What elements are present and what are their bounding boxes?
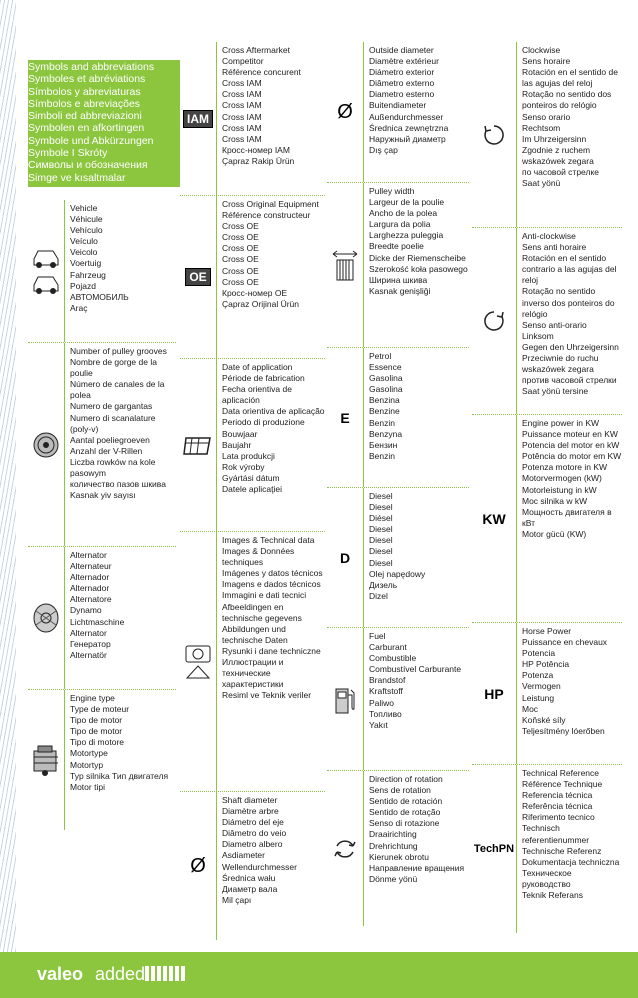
text-line: Koňské síly xyxy=(522,714,566,725)
text-line: Type de moteur xyxy=(70,704,130,715)
text-line: Benzina xyxy=(369,395,400,406)
text-line: Ancho de la polea xyxy=(369,208,438,219)
text-line: Alternator xyxy=(70,627,107,638)
petrol-code xyxy=(327,348,363,487)
text-line: Cross OE xyxy=(222,276,259,287)
alternator-row xyxy=(28,547,176,690)
text-line: Number of pulley grooves xyxy=(70,346,167,356)
text-line: Rysunki i dane techniczne xyxy=(222,645,321,656)
legend-line: Símbolos e abreviações xyxy=(28,97,141,110)
text-line: Liczba rowków na kole pasowym xyxy=(70,456,156,479)
text-line: Rechtsom xyxy=(522,122,561,133)
oe-code xyxy=(180,196,216,358)
date-of-application-row xyxy=(180,359,325,532)
kw-label: KW xyxy=(482,510,506,527)
text-line: Brandstof xyxy=(369,675,406,686)
text-line: Außendurchmesser xyxy=(369,111,444,122)
text-line: Potencia del motor en kW xyxy=(522,440,620,451)
diameter-label: Ø xyxy=(190,854,206,877)
text-line: Mil çapı xyxy=(222,894,252,905)
hp-label: HP xyxy=(484,685,504,702)
legend-line: Simboli ed abbreviazioni xyxy=(28,110,142,123)
text-line: АВТОМОБИЛЬ xyxy=(70,291,129,302)
text-line: Diâmetro externo xyxy=(369,78,435,89)
text-line: Gyártási dátum xyxy=(222,472,280,483)
text-line: Date of application xyxy=(222,362,293,372)
text-line: Images & Technical data xyxy=(222,535,315,545)
engine-type-translations xyxy=(64,690,176,830)
diesel-translations xyxy=(363,488,469,627)
text-line: Benzyna xyxy=(369,428,403,439)
text-line: Diámetro exterior xyxy=(369,67,435,78)
shaft-diameter-row xyxy=(180,792,325,940)
text-line: Diametro esterno xyxy=(369,89,435,100)
text-line: Technische Referenz xyxy=(522,845,602,856)
techpn-label: TechPN xyxy=(473,843,515,855)
text-line: Alternatör xyxy=(70,649,107,660)
text-line: против часовой стрелки xyxy=(522,375,617,386)
text-line: Diesel xyxy=(369,557,393,568)
text-line: Техническое руководство xyxy=(522,867,572,889)
text-line: Cross IAM xyxy=(222,133,262,144)
text-line: Im Uhrzeigersinn xyxy=(522,133,587,144)
text-line: Dış çap xyxy=(369,144,398,155)
text-line: Moc xyxy=(522,703,539,714)
legend-line: Símbolos y abreviaturas xyxy=(28,85,141,98)
text-line: Diamètre arbre xyxy=(222,806,279,817)
text-line: Cross OE xyxy=(222,221,259,232)
text-line: Largura da polia xyxy=(369,219,431,230)
text-line: Potenza motore in KW xyxy=(522,462,608,473)
text-line: Gegen den Uhrzeigersinn xyxy=(522,341,619,352)
horse-power-row xyxy=(472,623,622,765)
petrol-label: E xyxy=(340,409,350,426)
shaft-diameter-translations xyxy=(216,792,325,940)
legend-line: Simge ve kısaltmalar xyxy=(28,171,126,184)
vehicle-row xyxy=(28,200,176,343)
kw-code xyxy=(472,415,516,622)
anticlockwise-icon xyxy=(472,228,516,414)
legend-line: Символы и обозначения xyxy=(28,159,148,172)
engine-icon xyxy=(28,690,64,830)
text-line: Essence xyxy=(369,362,402,373)
outside-diameter-translations xyxy=(363,42,469,182)
text-line: Motor gücü (KW) xyxy=(522,528,587,539)
diesel-code xyxy=(327,488,363,627)
diameter-label: Ø xyxy=(337,100,353,123)
text-line: Kierunek obrotu xyxy=(369,851,430,862)
text-line: Sens de rotation xyxy=(369,785,431,796)
text-line: Sens horaire xyxy=(522,56,571,67)
text-line: Lata produkcji xyxy=(222,450,275,461)
text-line: Dizel xyxy=(369,590,388,601)
text-line: Kraftstoff xyxy=(369,686,403,697)
text-line: Szerokość koła pasowego xyxy=(369,263,468,274)
text-line: Moc silnika w kW xyxy=(522,495,588,506)
text-line: Abbildungen und technische Daten xyxy=(222,623,288,645)
text-line: Outside diameter xyxy=(369,45,434,55)
text-line: Referencia técnica xyxy=(522,790,593,801)
text-line: Rotação no sentido inverso dos ponteiros do relógio xyxy=(522,286,615,319)
text-line: Motortype xyxy=(70,748,108,759)
text-line: Fecha orientiva de aplicación xyxy=(222,384,292,406)
text-line: Teknik Referans xyxy=(522,890,583,901)
text-line: Дизель xyxy=(369,579,398,590)
text-line: Linksom xyxy=(522,330,554,341)
engine-power-kw-translations xyxy=(516,415,622,622)
text-line: Топливо xyxy=(369,708,402,719)
text-line: Draairichting xyxy=(369,829,417,840)
text-line: Combustível Carburante xyxy=(369,664,462,675)
diesel-label: D xyxy=(339,549,351,566)
text-line: Cross IAM xyxy=(222,78,262,89)
text-line: Motorvermogen (kW) xyxy=(522,473,602,484)
text-line: Генератор xyxy=(70,638,111,649)
text-line: Aantal poeliegroeven xyxy=(70,434,150,445)
text-line: Sens anti horaire xyxy=(522,242,587,253)
text-line: Images & Données techniques xyxy=(222,546,295,568)
fuel-row xyxy=(327,628,469,771)
text-line: Tipo de motor xyxy=(70,726,123,737)
text-line: Fahrzeug xyxy=(70,269,106,280)
text-line: Çapraz Rakip Ürün xyxy=(222,155,295,166)
clockwise-translations xyxy=(516,42,622,227)
text-line: Vermogen xyxy=(522,681,561,692)
date-of-application-translations xyxy=(216,359,325,531)
text-line: Potência do motor em KW xyxy=(522,451,622,462)
text-line: Rotación en el sentido contrario a las agujas del reloj xyxy=(522,253,617,286)
cross-oe-row xyxy=(180,196,325,359)
text-line: Kasnak yiv sayısı xyxy=(70,490,136,501)
text-line: Motor tipi xyxy=(70,781,105,792)
outside-diameter-symbol xyxy=(327,42,363,182)
text-line: Número de canales de la polea xyxy=(70,379,165,401)
text-line: Engine power in KW xyxy=(522,418,600,428)
text-line: Breedte poelie xyxy=(369,241,424,252)
text-line: Benzin xyxy=(369,450,395,461)
footer-bar xyxy=(0,952,638,998)
text-line: Kasnak genişliği xyxy=(369,285,431,296)
engine-power-kw-row xyxy=(472,415,622,623)
text-line: Periodo di produzione xyxy=(222,417,305,428)
clockwise-icon xyxy=(472,42,516,227)
petrol-translations xyxy=(363,348,469,487)
text-line: Asdiameter xyxy=(222,850,265,861)
text-line: Benzin xyxy=(369,417,395,428)
text-line: Ширина шкива xyxy=(369,274,428,285)
column-4 xyxy=(472,42,622,933)
text-line: Veículo xyxy=(70,236,98,247)
text-line: Buitendiameter xyxy=(369,100,427,111)
vehicle-translations xyxy=(64,200,176,342)
text-line: Technisch referentienummer xyxy=(522,823,590,845)
text-line: Bouwjaar xyxy=(222,428,258,439)
text-line: Veicolo xyxy=(70,247,98,258)
text-line: Nombre de gorge de la poulie xyxy=(70,357,157,379)
text-line: Rotación en el sentido de las agujas del reloj xyxy=(522,67,618,89)
text-line: Potenza xyxy=(522,670,554,681)
text-line: Datele aplicaţiei xyxy=(222,484,283,495)
text-line: Alternateur xyxy=(70,561,112,572)
oe-label: OE xyxy=(185,268,210,286)
clockwise-row xyxy=(472,42,622,228)
text-line: Gasolina xyxy=(369,384,403,395)
text-line: Dokumentacja techniczna xyxy=(522,856,620,867)
text-line: Senso di rotazione xyxy=(369,818,440,829)
text-line: Alternator xyxy=(70,550,107,560)
calendar-icon xyxy=(180,359,216,531)
hp-code xyxy=(472,623,516,764)
legend-line: Symbole und Abkürzungen xyxy=(28,134,154,147)
text-line: Immagini e dati tecnici xyxy=(222,590,307,601)
pulley-grooves-row xyxy=(28,343,176,547)
text-line: Кросс-номер IAM xyxy=(222,144,290,155)
text-line: Cross OE xyxy=(222,254,259,265)
decorative-stripes xyxy=(0,0,16,960)
text-line: Numero di scanalature (poly-v) xyxy=(70,412,156,434)
text-line: Кросс-номер OE xyxy=(222,287,288,298)
column-2 xyxy=(180,42,325,940)
fuel-translations xyxy=(363,628,469,770)
technical-reference-row xyxy=(472,765,622,933)
text-line: Наружный диаметр xyxy=(369,133,446,144)
legend-line: Symbolen en afkortingen xyxy=(28,122,145,135)
text-line: Data orientiva de aplicação xyxy=(222,406,325,417)
cross-iam-row xyxy=(180,42,325,196)
text-line: Typ silnika Тип двигателя xyxy=(70,770,169,781)
text-line: Sentido de rotação xyxy=(369,807,441,818)
text-line: Resiml ve Teknik veriler xyxy=(222,690,312,701)
pulley-width-icon xyxy=(327,183,363,347)
pulley-width-translations xyxy=(363,183,469,347)
text-line: Shaft diameter xyxy=(222,795,278,805)
text-line: Diametro albero xyxy=(222,839,283,850)
direction-of-rotation-translations xyxy=(363,771,469,926)
text-line: количество пазов шкива xyxy=(70,479,166,490)
text-line: Diâmetro do veio xyxy=(222,828,287,839)
text-line: Мощность двигателя в кВт xyxy=(522,506,612,528)
text-line: Diesel xyxy=(369,502,393,513)
text-line: Benzine xyxy=(369,406,400,417)
text-line: Yakıt xyxy=(369,719,388,730)
text-line: Wellendurchmesser xyxy=(222,861,297,872)
text-line: Rok výroby xyxy=(222,461,265,472)
text-line: Imagens e dados técnicos xyxy=(222,579,321,590)
fuel-pump-icon xyxy=(327,628,363,770)
text-line: Cross IAM xyxy=(222,122,262,133)
text-line: Véhicule xyxy=(70,214,103,225)
text-line: по часовой стрелке xyxy=(522,167,599,178)
text-line: Диаметр вала xyxy=(222,883,278,894)
text-line: Alternador xyxy=(70,583,110,594)
text-line: Olej napędowy xyxy=(369,568,426,579)
camera-icon xyxy=(180,532,216,791)
brand-tagline: added xyxy=(95,964,146,984)
text-line: Senso anti-orario xyxy=(522,319,587,330)
text-line: Numero de gargantas xyxy=(70,401,153,412)
text-line: HP Potência xyxy=(522,659,570,670)
text-line: Araç xyxy=(70,302,88,313)
text-line: Średnica wału xyxy=(222,872,276,883)
direction-of-rotation-row xyxy=(327,771,469,926)
text-line: Potencia xyxy=(522,648,556,659)
text-line: Motortyp xyxy=(70,759,104,770)
text-line: Drehrichtung xyxy=(369,840,418,851)
text-line: Combustible xyxy=(369,653,417,664)
text-line: Sentido de rotación xyxy=(369,796,443,807)
text-line: Baujahr xyxy=(222,439,252,450)
text-line: Cross IAM xyxy=(222,100,262,111)
text-line: Dicke der Riemenscheibe xyxy=(369,252,466,263)
text-line: Horse Power xyxy=(522,626,572,636)
cross-oe-translations xyxy=(216,196,325,358)
anti-clockwise-translations xyxy=(516,228,622,414)
alternator-translations xyxy=(64,547,176,689)
text-line: Référence concurent xyxy=(222,67,301,78)
text-line: Diésel xyxy=(369,513,393,524)
iam-label: IAM xyxy=(183,110,213,128)
engine-type-row xyxy=(28,690,176,830)
iam-code xyxy=(180,42,216,195)
text-line: Anti-clockwise xyxy=(522,231,576,241)
text-line: Diesel xyxy=(369,535,393,546)
anti-clockwise-row xyxy=(472,228,622,415)
text-line: Largeur de la poulie xyxy=(369,197,445,208)
pulley-width-row xyxy=(327,183,469,348)
outside-diameter-row xyxy=(327,42,469,183)
text-line: Cross Aftermarket Competitor xyxy=(222,45,291,67)
text-line: Riferimento tecnico xyxy=(522,812,595,823)
text-line: Cross OE xyxy=(222,243,259,254)
pulley-icon xyxy=(28,343,64,546)
text-line: Senso orario xyxy=(522,111,571,122)
car-icon xyxy=(28,200,64,342)
text-line: Direction of rotation xyxy=(369,774,443,784)
column-1 xyxy=(28,200,176,830)
diesel-row xyxy=(327,488,469,628)
text-line: Paliwo xyxy=(369,697,395,708)
images-technical-data-translations xyxy=(216,532,325,791)
brand-bars xyxy=(145,966,185,981)
legend-title-block xyxy=(28,60,182,187)
text-line: Technical Reference xyxy=(522,768,600,778)
text-line: Alternador xyxy=(70,572,110,583)
text-line: Diámetro del eje xyxy=(222,817,284,828)
rotation-icon xyxy=(327,771,363,926)
legend-line: Symboles et abréviations xyxy=(28,73,146,86)
text-line: Tipo de motor xyxy=(70,715,123,726)
text-line: Diesel xyxy=(369,524,393,535)
techpn-code xyxy=(472,765,516,933)
text-line: Alternatore xyxy=(70,594,112,605)
text-line: Rotação no sentido dos ponteiros do relógio xyxy=(522,89,612,111)
text-line: Бензин xyxy=(369,439,398,450)
text-line: Imágenes y datos técnicos xyxy=(222,568,323,579)
text-line: Направление вращения xyxy=(369,862,465,873)
text-line: Puissance en chevaux xyxy=(522,637,608,648)
text-line: Teljesítmény lóerőben xyxy=(522,725,605,736)
text-line: Cross OE xyxy=(222,232,259,243)
text-line: Pojazd xyxy=(70,280,96,291)
text-line: Leistung xyxy=(522,692,555,703)
text-line: Cross OE xyxy=(222,265,259,276)
shaft-diameter-symbol xyxy=(180,792,216,940)
text-line: Çapraz Orijinal Ürün xyxy=(222,298,299,309)
text-line: Référence Technique xyxy=(522,779,603,790)
text-line: Cross IAM xyxy=(222,111,262,122)
text-line: Referência técnica xyxy=(522,801,593,812)
text-line: Référence constructeur xyxy=(222,210,311,221)
text-line: Saat yönü tersine xyxy=(522,386,589,397)
text-line: Lichtmaschine xyxy=(70,616,125,627)
text-line: Motorleistung in kW xyxy=(522,484,597,495)
legend-line: Symbols and abbreviations xyxy=(28,61,155,73)
images-technical-data-row xyxy=(180,532,325,792)
text-line: Diesel xyxy=(369,546,393,557)
text-line: Tipo di motore xyxy=(70,737,125,748)
text-line: Gasolina xyxy=(369,373,403,384)
text-line: Vehicle xyxy=(70,203,98,213)
text-line: Petrol xyxy=(369,351,392,361)
text-line: Clockwise xyxy=(522,45,561,55)
text-line: Średnica zewnętrzna xyxy=(369,122,449,133)
petrol-row xyxy=(327,348,469,488)
pulley-grooves-translations xyxy=(64,343,176,546)
alternator-icon xyxy=(28,547,64,689)
technical-reference-translations xyxy=(516,765,622,933)
cross-iam-translations xyxy=(216,42,325,195)
text-line: Zgodnie z ruchem wskazówek zegara xyxy=(522,144,594,166)
text-line: Engine type xyxy=(70,693,115,703)
text-line: Dynamo xyxy=(70,605,102,616)
text-line: Fuel xyxy=(369,631,386,641)
text-line: Cross Original Equipment xyxy=(222,199,319,209)
text-line: Puissance moteur en KW xyxy=(522,429,618,440)
text-line: Saat yönü xyxy=(522,178,561,189)
text-line: Pulley width xyxy=(369,186,415,196)
text-line: Carburant xyxy=(369,642,407,653)
horse-power-translations xyxy=(516,623,622,764)
text-line: Diamètre extérieur xyxy=(369,56,439,67)
text-line: Vehículo xyxy=(70,225,103,236)
text-line: Przeciwnie do ruchu wskazówek zegara xyxy=(522,353,599,375)
text-line: Période de fabrication xyxy=(222,373,305,384)
text-line: Diesel xyxy=(369,491,393,501)
text-line: Cross IAM xyxy=(222,89,262,100)
text-line: Anzahl der V-Rillen xyxy=(70,445,143,456)
text-line: Иллюстрации и технические характеристики xyxy=(222,657,284,690)
legend-line: Symbole I Skróty xyxy=(28,147,108,160)
brand-logo: valeo xyxy=(37,964,84,984)
column-3 xyxy=(327,42,469,926)
text-line: Larghezza puleggia xyxy=(369,230,444,241)
text-line: Afbeeldingen en technische gegevens xyxy=(222,601,302,623)
text-line: Dönme yönü xyxy=(369,873,418,884)
text-line: Voertuig xyxy=(70,258,102,269)
